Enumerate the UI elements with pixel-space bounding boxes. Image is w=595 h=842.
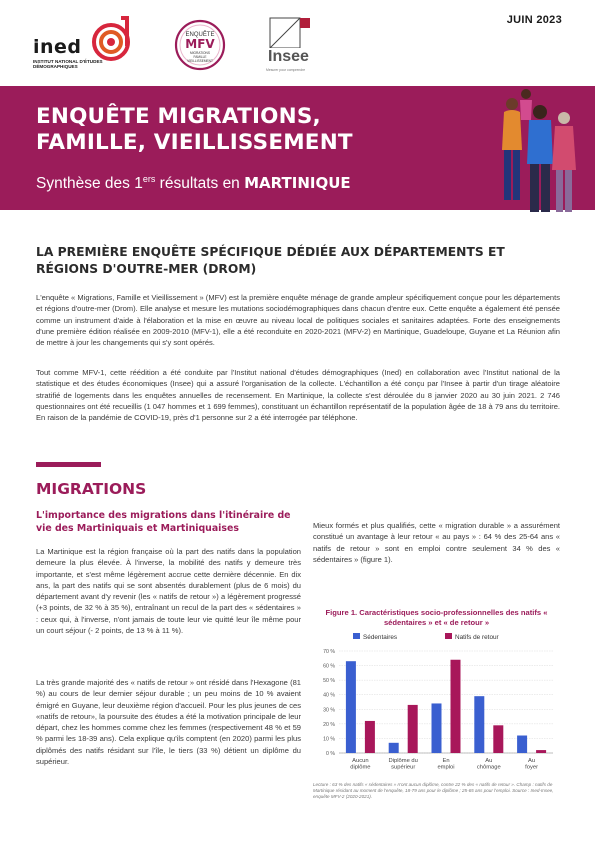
- bar-sedentaires: [517, 736, 527, 753]
- bar-sedentaires: [474, 696, 484, 753]
- intro-title: LA PREMIÈRE ENQUÊTE SPÉCIFIQUE DÉDIÉE AUX DÉPARTEMENTS ET RÉGIONS D'OUTRE-MER (DROM): [36, 245, 505, 276]
- mfv-line-1: MIGRATIONS: [190, 51, 210, 55]
- ined-logo: [33, 14, 133, 74]
- intro-paragraph-2: Tout comme MFV-1, cette réédition a été conduite par l'Institut national d'études démographiques (Ined) en collaboration avec l'Institut national de la statistique et des études économiques (Insee) qui a assuré l'organisation de la collecte. L'échantillon a été conçu par l'Insee à partir d'un tirage aléatoire stratifié de logements dans les enquêtes annuelles de recensement. En Martinique, la collecte s'est déroulée du 8 janvier 2020 au 30 juin 2021. 2 746 questionnaires ont été recueillis (1 047 hommes et 1 699 femmes), constituant un échantillon représentatif de la population âgée de 18 à 79 ans du territoire. En raison de la pandémie de COVID-19, près d'1 personne sur 2 a été interrogée par téléphone.: [36, 368, 560, 423]
- y-tick-label: 70 %: [323, 649, 335, 655]
- hero-subtitle-sup: ers: [142, 174, 156, 184]
- x-tick-label: supérieur: [391, 764, 416, 771]
- legend-swatch-2: [445, 633, 452, 639]
- x-tick-label: foyer: [525, 764, 539, 771]
- bar-natifs-de-retour: [365, 721, 375, 753]
- x-tick-label: emploi: [437, 764, 455, 771]
- hero-subtitle-mid: résultats en: [155, 175, 245, 192]
- y-tick-label: 20 %: [323, 721, 335, 728]
- migrations-paragraph-3: Mieux formés et plus qualifiés, cette « migration durable » a assurément constitué un avantage à leur retour « au pays » : 64 % des 25-64 ans « natifs de retour » sont en emploi contre seulement 34 % des « sédentaires » (figure 1).: [313, 521, 560, 564]
- bar-natifs-de-retour: [451, 660, 461, 753]
- x-tick-label: diplôme: [350, 764, 371, 771]
- mfv-logo: [174, 14, 226, 76]
- hero-subtitle-region: MARTINIQUE: [244, 174, 351, 192]
- bar-natifs-de-retour: [536, 750, 546, 753]
- x-tick-label: Au: [485, 758, 493, 764]
- ined-subtitle: INSTITUT NATIONAL D'ÉTUDES DÉMOGRAPHIQUES: [33, 59, 103, 70]
- figure-title: Figure 1. Caractéristiques socio-professionnelles des natifs « sédentaires » et « de retour »: [325, 608, 548, 628]
- legend-swatch-1: [353, 633, 360, 639]
- y-tick-label: 50 %: [323, 678, 335, 685]
- hero-title: ENQUÊTE MIGRATIONS, FAMILLE, VIEILLISSEMENT: [36, 104, 353, 155]
- figure-1-chart: [313, 629, 560, 779]
- figure-note: Lecture : 63 % des natifs « sédentaires » n'ont aucun diplôme, contre 22 % des « natifs de retour ». Champ : natifs de Martinique résidant au moment de l'enquête, 18-79 ans pour le diplôme ; 25-65 ans pour l'emploi. Source : Ined-Insee, enquête MFV-2 (2020-2021).: [313, 782, 554, 799]
- legend-label-2: Natifs de retour: [455, 634, 499, 641]
- y-tick-label: 60 %: [323, 663, 335, 670]
- migrations-title: MIGRATIONS: [36, 480, 147, 498]
- mfv-top-text: ENQUÊTE: [185, 32, 215, 38]
- y-tick-label: 10 %: [323, 736, 335, 743]
- migrations-subtitle: L'importance des migrations dans l'itinéraire de vie des Martiniquais et Martiniquaises: [36, 510, 291, 534]
- ined-wordmark: ined: [33, 36, 82, 58]
- intro-paragraph-1: L'enquête « Migrations, Famille et Vieillissement » (MFV) est la première enquête ménage de grande ampleur spécifiquement conçue pour les départements et régions d'outre-mer (Drom). Elle analyse et mesure les mutations sociodémographiques dans chacun d'entre eux. Cette enquête a également été pensée comme un instrument d'aide à l'élaboration et la mise en œuvre au niveau local de politiques sociales et sanitaires adaptées. Forte des enseignements d'une première édition réalisée en 2009-2010 (MFV-1), elle a été reconduite en 2020-2021 (MFV-2) en Martinique, Guadeloupe, Guyane et La Réunion afin de mettre à jour les changements qui s'y sont opérés.: [36, 293, 560, 348]
- y-tick-label: 30 %: [323, 707, 335, 714]
- bar-natifs-de-retour: [493, 725, 503, 753]
- insee-square-icon: [262, 14, 324, 48]
- bar-sedentaires: [432, 703, 442, 753]
- y-tick-label: 40 %: [323, 692, 335, 699]
- bar-sedentaires: [389, 743, 399, 753]
- insee-wordmark: Insee: [268, 48, 309, 65]
- insee-logo: [262, 14, 324, 74]
- x-tick-label: En: [442, 758, 450, 764]
- publication-date: JUIN 2023: [506, 14, 562, 26]
- migrations-paragraph-2: La très grande majorité des « natifs de retour » ont résidé dans l'Hexagone (81 %) au cours de leur dernier séjour durable ; un peu moins de 10 % avaient émigré en Guyane, leur deuxième région d'accueil. Pour les plus jeunes de ces «natifs de retour», la poursuite des études a été la motivation principale de leur départ, chez les hommes comme chez les femmes (respectivement 48 % et 59 % parmi les 18-39 ans). Cela explique qu'ils comptent (en 2020) parmi les plus diplômés des natifs résidant sur l'île, le tiers (33 %) détient un diplôme du supérieur.: [36, 678, 301, 767]
- insee-tagline: Mesurer pour comprendre: [266, 68, 306, 72]
- mfv-line-2: FAMILLE: [193, 55, 207, 59]
- y-tick-label: 0 %: [326, 751, 335, 757]
- family-illustration: [484, 80, 584, 216]
- x-tick-label: Aucun: [352, 758, 369, 764]
- mfv-mark-text: MFV: [185, 37, 215, 51]
- hero-subtitle: [36, 174, 351, 193]
- legend-label-1: Sédentaires: [363, 634, 398, 641]
- section-divider: [36, 462, 101, 467]
- x-tick-label: chômage: [476, 764, 501, 771]
- migrations-paragraph-1: La Martinique est la région française où la part des natifs dans la population demeure la plus élevée. À l'inverse, la mobilité des natifs y demeure très importante, et s'est même légèrement accrue cette dernière décennie. En dix ans, la part des natifs qui se sont absentés durablement (plus de 6 mois) du département avant d'y revenir (les « natifs de retour ») a légèrement progressé (+3 points, de 32 % à 35 %), entraînant un recul de la part des « sédentaires » : ceux qui, à l'inverse, n'ont jamais de toute leur vie quitté leur île même pour un court séjour (- 2 points, de 13 % à 11 %).: [36, 547, 301, 636]
- mfv-line-3: VIEILLISSEMENT: [187, 59, 213, 63]
- x-tick-label: Au: [528, 758, 536, 764]
- x-tick-label: Diplôme du: [388, 758, 418, 764]
- hero-subtitle-pre: Synthèse des 1: [36, 175, 143, 192]
- bar-natifs-de-retour: [408, 705, 418, 753]
- ined-spiral-icon: [91, 16, 131, 64]
- bar-sedentaires: [346, 661, 356, 753]
